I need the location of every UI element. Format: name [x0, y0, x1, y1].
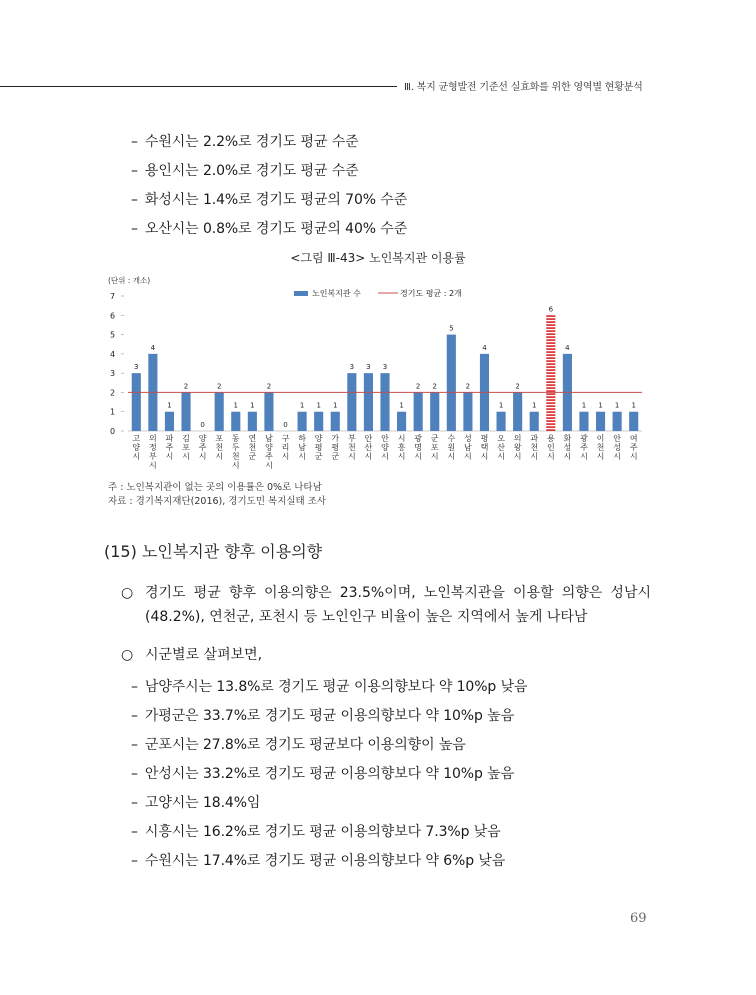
page-number: 69	[630, 911, 647, 926]
bar-value-label: 1	[299, 401, 305, 410]
bar	[463, 392, 472, 431]
x-tick-label: 오 산 시	[497, 434, 505, 461]
x-tick-label: 군 포 시	[430, 434, 439, 461]
bar-value-label: 1	[614, 401, 620, 410]
bar	[629, 412, 638, 431]
bar-stripe	[546, 366, 555, 368]
list-item: – 시흥시는 16.2%로 경기도 평균 이용의향보다 7.3%p 낮음	[131, 821, 501, 841]
list-item: – 용인시는 2.0%로 경기도 평균 수준	[131, 160, 359, 180]
bar-value-label: 1	[333, 401, 338, 410]
bar-stripe	[546, 360, 555, 362]
x-tick-label: 김 포 시	[182, 434, 190, 461]
bar-stripe	[546, 399, 555, 401]
bar-value-label: 1	[316, 401, 321, 410]
list-item: – 화성시는 1.4%로 경기도 평균의 70% 수준	[131, 189, 407, 209]
x-tick-label: 성 남 시	[464, 434, 472, 461]
bar-value-label: 3	[349, 363, 355, 372]
bar	[181, 392, 190, 431]
circle-bullet-text: 경기도 평균 향후 이용의향은 23.5%이며, 노인복지관을 이용할 의향은 성남시(48.2%), 연천군, 포천시 등 노인인구 비율이 높은 지역에서 높게 나타남	[145, 585, 651, 625]
circle-bullet-text: 시군별로 살펴보면,	[145, 647, 263, 663]
bar	[298, 412, 307, 431]
bar-value-label: 2	[515, 382, 520, 391]
bar-value-label: 1	[233, 401, 239, 410]
list-item: – 고양시는 18.4%임	[131, 792, 260, 812]
circle-bullet	[121, 643, 651, 667]
list-item: – 남양주시는 13.8%로 경기도 평균 이용의향보다 약 10%p 낮음	[131, 676, 527, 696]
bar	[248, 412, 257, 431]
bar-stripe	[546, 315, 555, 317]
bar-stripe	[546, 318, 555, 320]
chart-source: 자료 : 경기복지재단(2016), 경기도민 복지실태 조사	[108, 496, 327, 507]
bar-value-label: 1	[399, 401, 404, 410]
circle-mark: ○	[121, 647, 134, 663]
bar-stripe	[546, 429, 555, 431]
bar	[497, 412, 506, 431]
bar-value-label: 2	[465, 382, 471, 391]
x-tick-label: 광 명 시	[414, 434, 423, 461]
bar-stripe	[546, 390, 555, 392]
x-tick-label: 남 양 주 시	[265, 434, 273, 470]
bar-value-label: 3	[366, 363, 371, 372]
bar-stripe	[546, 369, 555, 371]
bar-stripe	[546, 330, 555, 332]
x-tick-label: 연 천 군	[248, 434, 257, 461]
bar	[347, 373, 356, 431]
bar-stripe	[546, 387, 555, 389]
bar-value-label: 4	[150, 343, 156, 352]
x-tick-label: 광 주 시	[580, 434, 588, 461]
bar-stripe	[546, 333, 555, 335]
list-item: – 가평군은 33.7%로 경기도 평균 이용의향보다 약 10%p 높음	[131, 705, 514, 725]
list-item: – 수원시는 2.2%로 경기도 평균 수준	[131, 131, 359, 151]
bar-stripe	[546, 357, 555, 359]
legend-bar-label: 노인복지관 수	[312, 289, 361, 298]
bar-value-label: 5	[449, 324, 454, 333]
list-item: – 안성시는 33.2%로 경기도 평균 이용의향보다 약 10%p 높음	[131, 763, 514, 783]
bar-stripe	[546, 408, 555, 410]
x-tick-label: 의 왕 시	[513, 434, 522, 461]
bar	[447, 335, 456, 431]
bar-stripe	[546, 351, 555, 353]
bar	[165, 412, 174, 431]
bar	[414, 392, 423, 431]
bar-value-label: 2	[415, 382, 421, 391]
x-tick-label: 고 양 시	[132, 434, 141, 461]
bar-stripe	[546, 324, 555, 326]
x-tick-label: 안 양 시	[381, 434, 389, 461]
x-tick-label: 의 정 부 시	[149, 434, 157, 470]
section-title: (15) 노인복지관 향후 이용의향	[104, 542, 323, 561]
y-tick-label: 1	[110, 407, 116, 417]
x-tick-label: 포 천 시	[215, 434, 224, 461]
bar-stripe	[546, 414, 555, 416]
legend-bar-swatch	[294, 291, 308, 296]
bar-stripe	[546, 336, 555, 338]
bar-value-label: 6	[548, 305, 554, 314]
bar-value-label: 1	[598, 401, 603, 410]
bar-value-label: 4	[565, 343, 570, 352]
bar-stripe	[546, 411, 555, 413]
x-tick-label: 동 두 천 시	[231, 434, 240, 470]
x-tick-label: 화 성 시	[563, 434, 572, 461]
x-tick-label: 안 산 시	[364, 434, 373, 461]
bar-stripe	[546, 423, 555, 425]
bar	[380, 373, 389, 431]
chart-note: 주 : 노인복지관이 없는 곳의 이용률은 0%로 나타남	[108, 482, 322, 493]
circle-bullet	[121, 581, 651, 629]
x-tick-label: 양 주 시	[198, 434, 207, 461]
bar-value-label: 0	[200, 421, 205, 429]
x-tick-label: 이 천 시	[596, 434, 605, 461]
bar-stripe	[546, 378, 555, 380]
y-tick-label: 4	[110, 349, 116, 359]
x-tick-label: 여 주 시	[629, 434, 638, 461]
bar-stripe	[546, 426, 555, 428]
legend-line-label: 경기도 평균 : 2개	[400, 289, 462, 298]
bar-stripe	[546, 342, 555, 344]
bar-stripe	[546, 363, 555, 365]
bar-value-label: 1	[531, 401, 537, 410]
bar-stripe	[546, 354, 555, 356]
x-tick-label: 하 남 시	[298, 434, 306, 461]
bar-value-label: 3	[382, 363, 388, 372]
bar-stripe	[546, 339, 555, 341]
bar-value-label: 1	[250, 401, 255, 410]
y-tick-label: 0	[110, 427, 116, 436]
x-tick-label: 용 인 시	[546, 434, 555, 461]
circle-mark: ○	[121, 585, 134, 601]
bar	[215, 392, 224, 431]
bar-value-label: 2	[266, 382, 272, 391]
list-item: – 수원시는 17.4%로 경기도 평균 이용의향보다 약 6%p 낮음	[131, 850, 505, 870]
bar-stripe	[546, 384, 555, 386]
bar	[132, 373, 141, 431]
bar-stripe	[546, 402, 555, 404]
bar-stripe	[546, 372, 555, 374]
y-tick-label: 3	[110, 369, 116, 379]
x-tick-label: 시 흥 시	[397, 434, 406, 461]
x-tick-label: 수 원 시	[447, 434, 456, 461]
bar	[231, 412, 240, 431]
x-tick-label: 가 평 군	[331, 434, 340, 461]
bar-stripe	[546, 417, 555, 419]
bar	[430, 392, 439, 431]
bar	[314, 412, 323, 431]
list-item: – 오산시는 0.8%로 경기도 평균의 40% 수준	[131, 218, 407, 238]
bar-stripe	[546, 321, 555, 323]
x-tick-label: 과 천 시	[530, 434, 539, 461]
bar-value-label: 1	[498, 401, 504, 410]
bar	[331, 412, 340, 431]
bar	[364, 373, 373, 431]
bar-stripe	[546, 420, 555, 422]
bar-value-label: 0	[283, 421, 288, 429]
bar-stripe	[546, 396, 555, 398]
bar-stripe	[546, 405, 555, 407]
running-header: Ⅲ. 복지 균형발전 기준선 실효화를 위한 영역별 현황분석	[404, 82, 643, 93]
x-tick-label: 양 평 군	[314, 434, 323, 461]
x-tick-label: 구 리 시	[281, 434, 290, 461]
bar	[513, 392, 522, 431]
bar-value-label: 2	[216, 382, 222, 391]
y-tick-label: 6	[110, 311, 116, 321]
bar	[579, 412, 588, 431]
bar-stripe	[546, 375, 555, 377]
x-tick-label: 안 성 시	[613, 434, 621, 461]
y-tick-label: 5	[110, 330, 116, 340]
bar-value-label: 3	[134, 363, 139, 372]
bar-stripe	[546, 345, 555, 347]
x-tick-label: 평 택 시	[480, 434, 489, 461]
bar	[613, 412, 622, 431]
bar-stripe	[546, 381, 555, 383]
bar-value-label: 2	[183, 382, 189, 391]
bar	[596, 412, 605, 431]
x-tick-label: 파 주 시	[165, 434, 174, 461]
chart-unit-label: (단위 : 개소)	[108, 276, 151, 285]
y-tick-label: 7	[110, 292, 116, 301]
bar-value-label: 1	[581, 401, 587, 410]
bar-stripe	[546, 327, 555, 329]
bar-value-label: 1	[631, 401, 636, 410]
bar-stripe	[546, 348, 555, 350]
bar	[397, 412, 406, 431]
bar-value-label: 2	[432, 382, 437, 391]
bar	[264, 392, 273, 431]
y-tick-label: 2	[110, 388, 116, 398]
list-item: – 군포시는 27.8%로 경기도 평균보다 이용의향이 높음	[131, 734, 466, 754]
bar	[530, 412, 539, 431]
bar-value-label: 4	[482, 343, 487, 352]
x-tick-label: 부 천 시	[347, 434, 356, 461]
header-rule	[0, 86, 397, 87]
bar-chart	[108, 270, 648, 480]
bar-highlight	[546, 315, 555, 431]
bar-value-label: 1	[167, 401, 172, 410]
bar-stripe	[546, 393, 555, 395]
figure-caption: <그림 Ⅲ-43> 노인복지관 이용률	[290, 251, 466, 265]
